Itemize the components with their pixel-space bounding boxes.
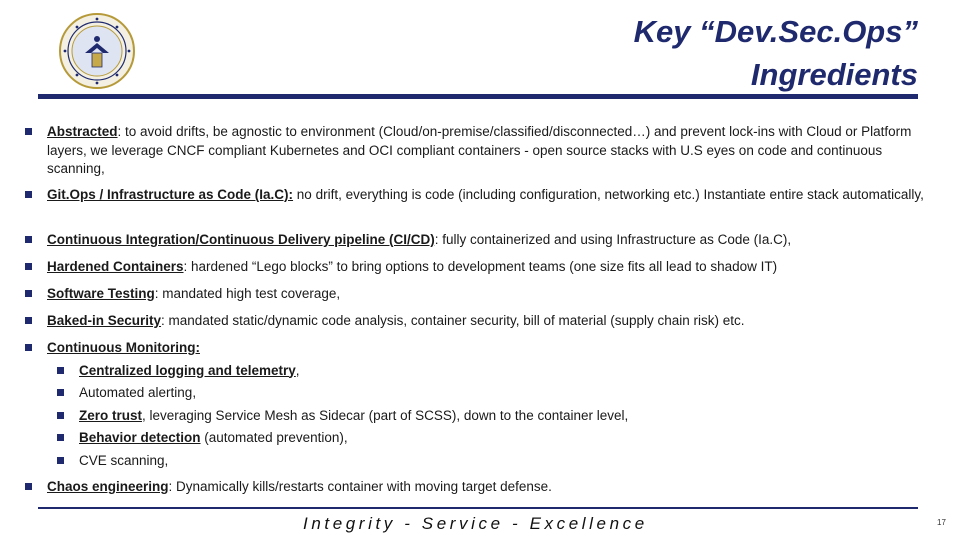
bullet-hardened-containers [25, 258, 940, 277]
bullet-software-testing [25, 285, 940, 304]
bullet-square-icon [25, 344, 32, 351]
bullet-square-icon [25, 263, 32, 270]
bullet-term: Abstracted [47, 124, 118, 139]
sub-bullet-term: Centralized logging and telemetry [79, 362, 296, 378]
page-title [634, 10, 918, 96]
bullet-text: : to avoid drifts, be agnostic to environment (Cloud/on-premise/classified/disconnected…) and prevent lock-ins with Cloud or Platform layers, we leverage CNCF compliant Kubernetes and OCI compliant containers - open source stacks with U.S eyes on code and continuous scanning, [47, 124, 912, 176]
bullet-term: Chaos engineering [47, 479, 169, 494]
bullet-abstracted [25, 123, 940, 177]
sub-bullet-text: , leveraging Service Mesh as Sidecar (part of SCSS), down to the container level, [142, 407, 629, 423]
bullet-text: no drift, everything is code (including configuration, networking etc.) Instantiate entire stack automatically, [293, 187, 924, 202]
bullet-square-icon [57, 457, 64, 464]
bullet-square-icon [25, 483, 32, 490]
sub-bullet-cve-scanning [47, 452, 940, 471]
bullet-term: Hardened Containers [47, 259, 184, 274]
page-number: 17 [937, 518, 946, 527]
bullet-square-icon [57, 367, 64, 374]
footer-motto: Integrity - Service - Excellence [303, 514, 648, 533]
sub-bullet-text: (automated prevention), [200, 430, 348, 445]
sub-bullet-zero-trust [47, 407, 940, 426]
bullet-gitops [25, 186, 940, 222]
bullet-chaos-engineering [25, 478, 940, 497]
title-line-1: Key “Dev.Sec.Ops” [633, 14, 918, 49]
sub-bullet-text: , [295, 362, 300, 378]
bullet-square-icon [25, 236, 32, 243]
bullet-square-icon [57, 389, 64, 396]
bullet-term: Continuous Monitoring: [47, 340, 200, 355]
sub-bullet-term: Zero trust [79, 407, 143, 423]
sub-bullet-text: Automated alerting, [79, 385, 197, 400]
sub-bullet-text: CVE scanning, [79, 452, 169, 468]
sub-bullet-alerting [47, 384, 940, 403]
sub-bullet-term: Behavior detection [79, 430, 201, 445]
bullet-text: : mandated high test coverage, [154, 286, 341, 301]
bullet-term: Git.Ops / Infrastructure as Code (Ia.C): [47, 187, 294, 202]
air-force-seal-icon [59, 13, 135, 89]
bullet-term: Continuous Integration/Continuous Delivery pipeline (CI/CD) [47, 232, 435, 247]
bullet-text: : mandated static/dynamic code analysis, container security, bill of material (supply chain risk) etc. [161, 313, 745, 328]
bullet-square-icon [57, 412, 64, 419]
bullet-text: : fully containerized and using Infrastructure as Code (Ia.C), [434, 232, 792, 247]
bullet-list [25, 123, 940, 497]
title-divider [38, 94, 918, 99]
bullet-square-icon [57, 434, 64, 441]
title-line-2: Ingredients [750, 57, 918, 92]
bullet-square-icon [25, 128, 32, 135]
footer-divider [38, 507, 918, 509]
bullet-baked-in-security [25, 312, 940, 331]
bullet-text: : hardened “Lego blocks” to bring options to development teams (one size fits all lead to shadow IT) [183, 259, 778, 274]
sub-bullet-behavior-detection [47, 429, 940, 448]
bullet-square-icon [25, 191, 32, 198]
bullet-square-icon [25, 317, 32, 324]
bullet-cicd [25, 231, 940, 250]
bullet-term: Software Testing [47, 286, 155, 301]
bullet-square-icon [25, 290, 32, 297]
sub-bullet-logging [47, 362, 940, 381]
bullet-text: : Dynamically kills/restarts container with moving target defense. [168, 479, 552, 494]
bullet-continuous-monitoring [25, 339, 940, 470]
bullet-term: Baked-in Security [47, 313, 162, 328]
